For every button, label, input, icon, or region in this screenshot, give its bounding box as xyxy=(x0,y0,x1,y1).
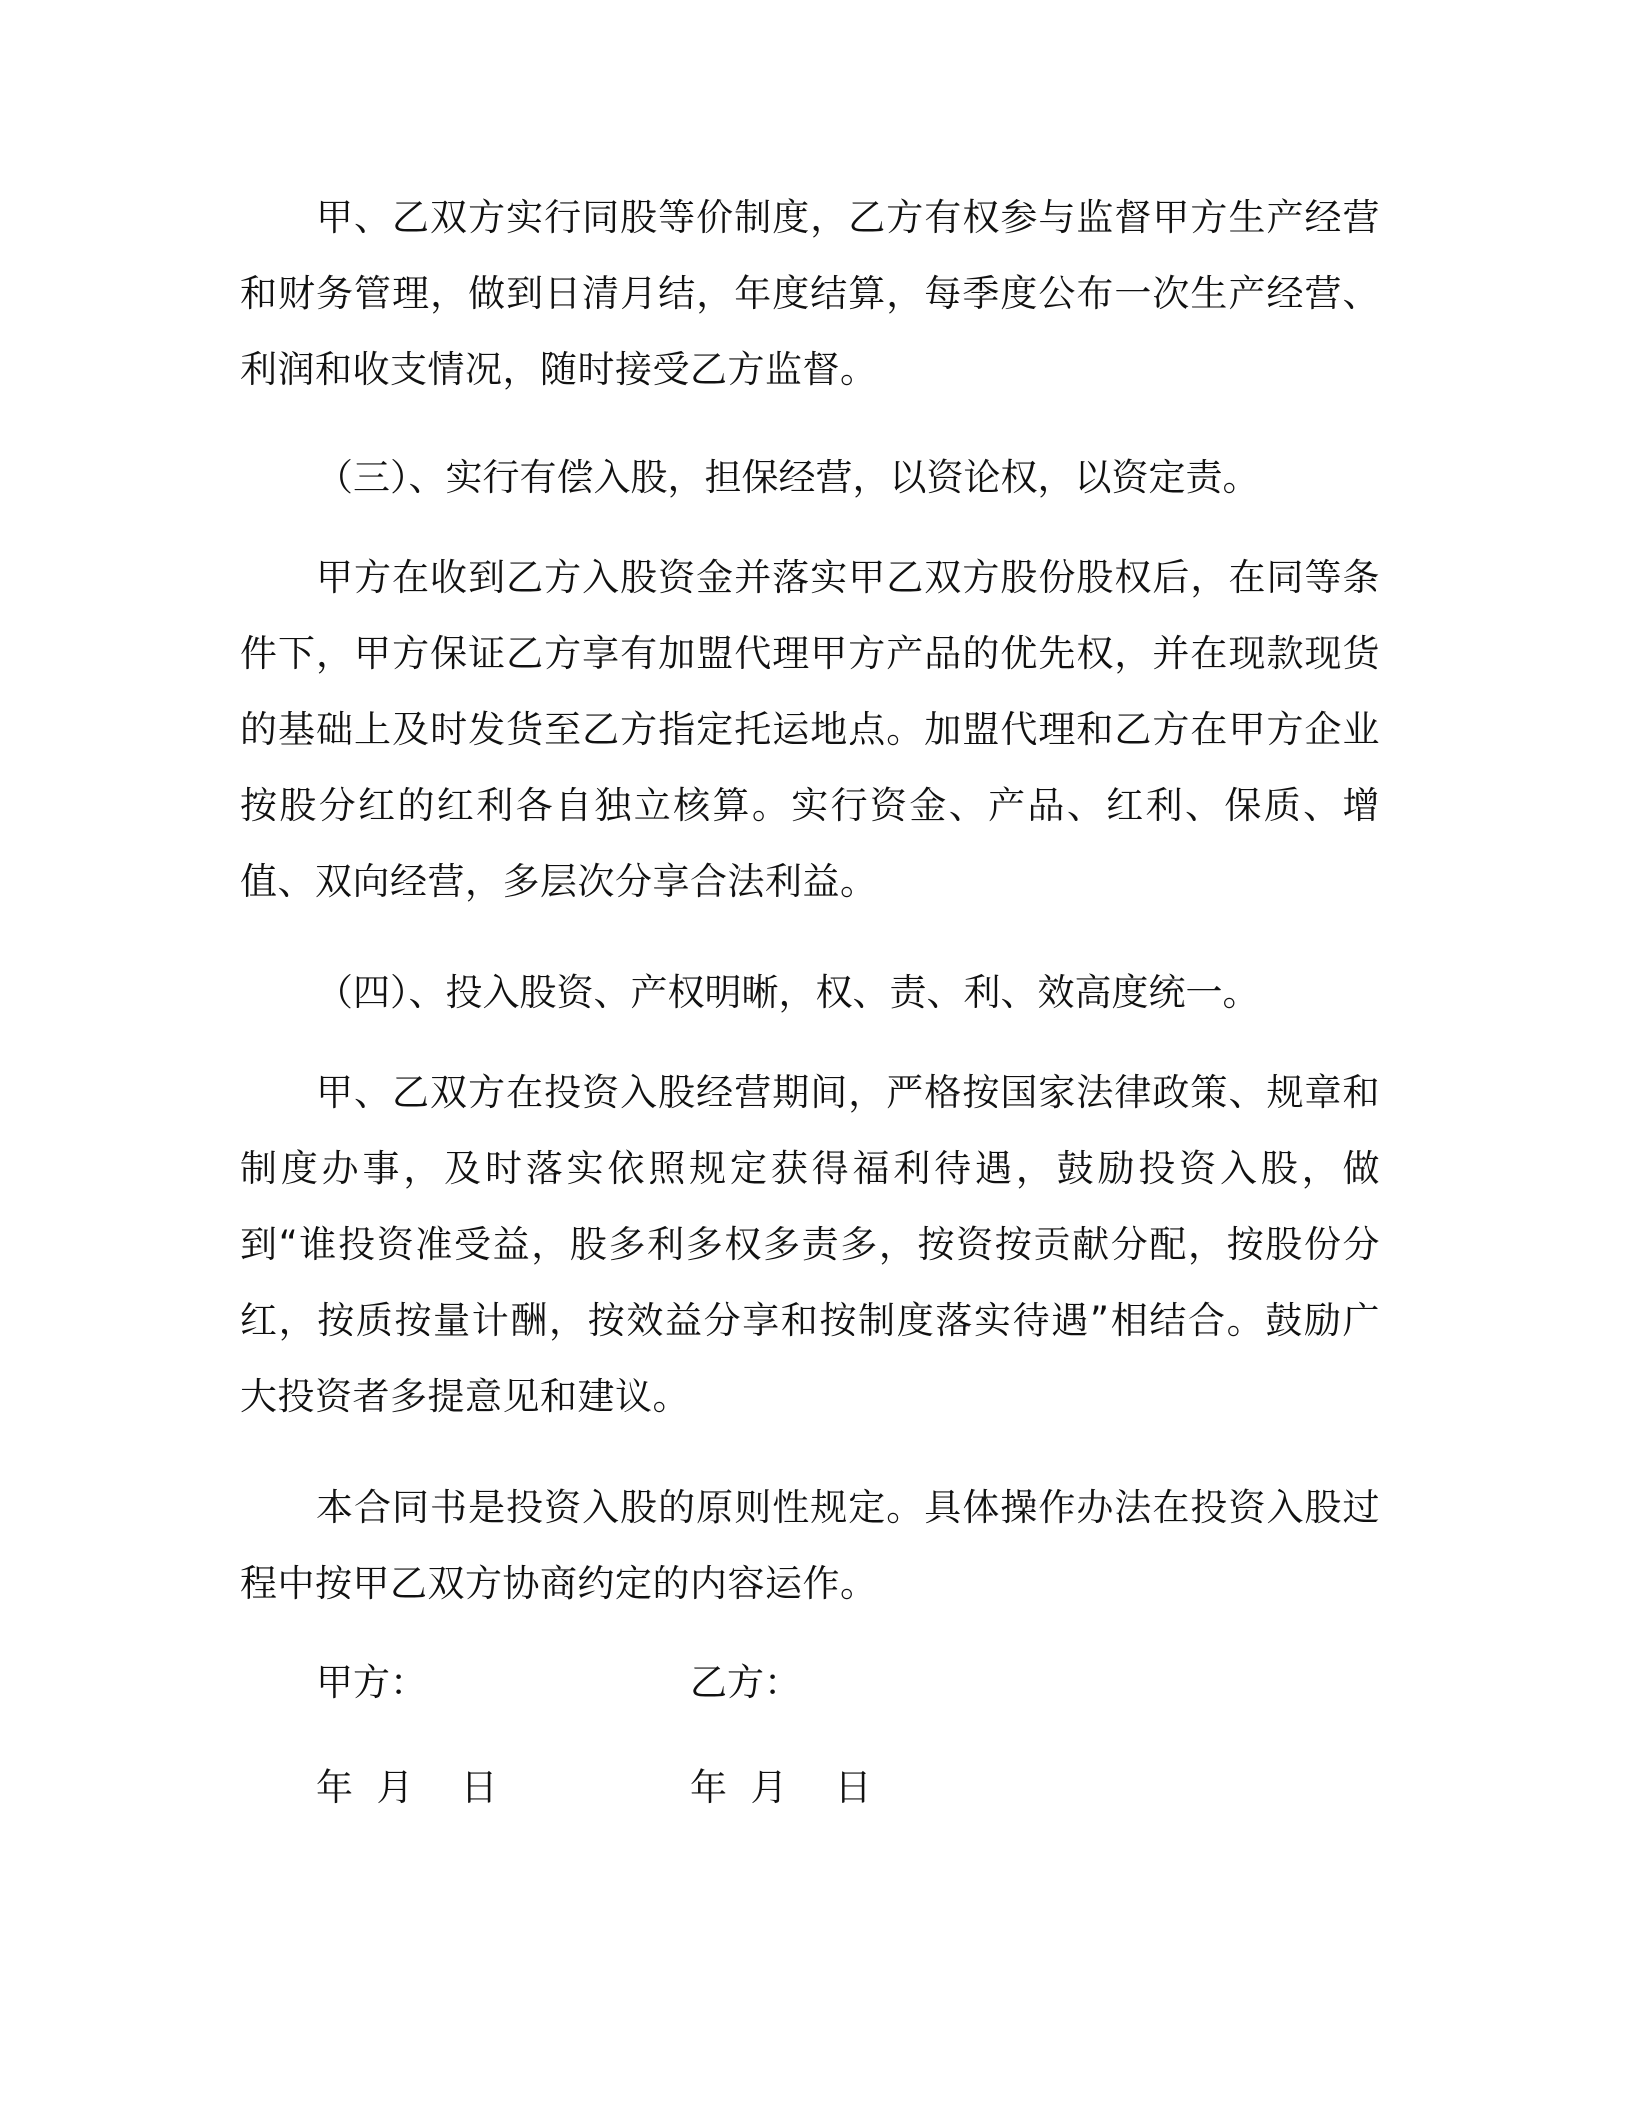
party-b-label: 乙方： xyxy=(690,1661,801,1704)
section-heading-4: （四）、投入股资、产权明晰，权、责、利、效高度统一。 xyxy=(316,971,1260,1014)
party-a-date: 年 月 日 xyxy=(316,1766,498,1809)
party-b-date: 年 月 日 xyxy=(690,1766,872,1809)
paragraph-supervision: 甲、乙双方实行同股等价制度，乙方有权参与监督甲方生产经营和财务管理，做到日清月结，年度结算，每季度公布一次生产经营、利润和收支情况，随时接受乙方监督。 xyxy=(240,196,1380,391)
paragraph-priority-rights: 甲方在收到乙方入股资金并落实甲乙双方股份股权后，在同等条件下，甲方保证乙方享有加盟代理甲方产品的优先权，并在现款现货的基础上及时发货至乙方指定托运地点。加盟代理和乙方在甲方企业按股分红的红利各自独立核算。实行资金、产品、红利、保质、增值、双向经营，多层次分享合法利益。 xyxy=(240,556,1380,903)
paragraph-principle: 本合同书是投资入股的原则性规定。具体操作办法在投资入股过程中按甲乙双方协商约定的内容运作。 xyxy=(240,1486,1380,1605)
section-heading-3: （三）、实行有偿入股，担保经营，以资论权，以资定责。 xyxy=(316,456,1260,499)
party-a-label: 甲方： xyxy=(316,1661,427,1704)
paragraph-investment-period: 甲、乙双方在投资入股经营期间，严格按国家法律政策、规章和制度办事，及时落实依照规定获得福利待遇，鼓励投资入股，做到“谁投资准受益，股多利多权多责多，按资按贡献分配，按股份分红，按质按量计酬，按效益分享和按制度落实待遇”相结合。鼓励广大投资者多提意见和建议。 xyxy=(240,1071,1380,1418)
